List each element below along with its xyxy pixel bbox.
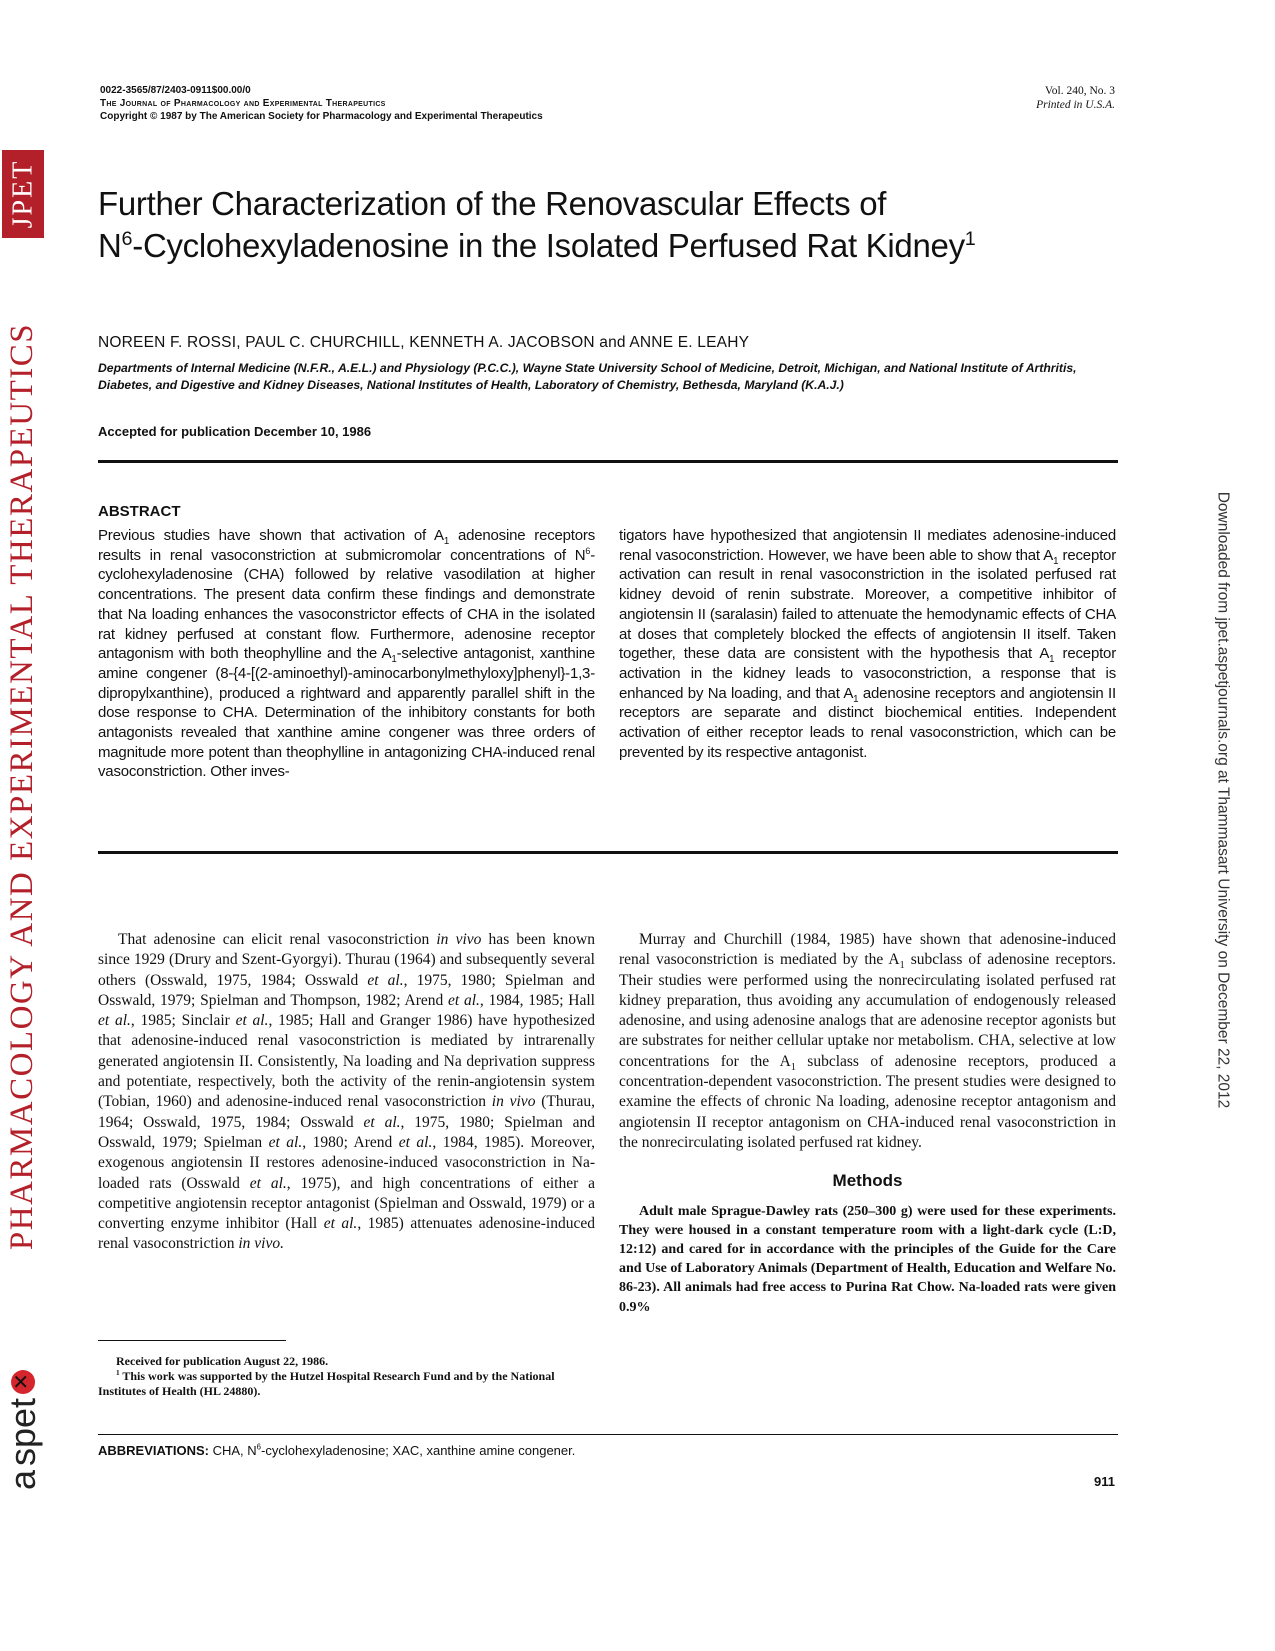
footnote-divider xyxy=(98,1340,286,1341)
aspet-mark-icon xyxy=(11,1370,35,1394)
header-right xyxy=(1036,84,1115,112)
affiliation: Departments of Internal Medicine (N.F.R., A.E.L.) and Physiology (P.C.C.), Wayne State University School of Medicine, Detroit, Michigan, and National Institute of Arthritis, Diabetes, and Digestive and Kidney Diseases, National Institutes of Health, Laboratory of Chemistry, Bethesda, Maryland (K.A.J.) xyxy=(98,361,1077,392)
authors: NOREEN F. ROSSI, PAUL C. CHURCHILL, KENNETH A. JACOBSON and ANNE E. LEAHY xyxy=(98,334,750,351)
abstract-left-column: Previous studies have shown that activation of $A_1$ adenosine receptors results in renal vasoconstriction at submicromolar concentrations of $N^6$-cyclohexyladenosine (CHA) followed by relative vasodilation at higher concentrations. The present data confirm these findings and demonstrate that Na loading enhances the vasoconstrictor effects of CHA in the isolated rat kidney perfused at constant flow. Furthermore, adenosine receptor antagonism with both theophylline and the $A_1$-selective antagonist, xanthine amine congener (8-{4-[(2-aminoethyl)-aminocarbonylmethyloxy]phenyl}-1,3-dipropylxanthine), produced a rightward and apparently parallel shift in the dose response to CHA. Determination of the inhibitory constants for both antagonists revealed that xanthine amine congener was three orders of magnitude more potent than theophylline in antagonizing CHA-induced renal vasoconstriction. Other inves- xyxy=(98,527,596,781)
copyright: Copyright © 1987 by The American Society for Pharmacology and Experimental Therapeutics xyxy=(100,111,543,122)
journal-name-vertical: PHARMACOLOGY AND EXPERIMENTAL THERAPEUTICS xyxy=(4,322,41,1250)
abstract-heading: ABSTRACT xyxy=(98,503,181,520)
printed-in: Printed in U.S.A. xyxy=(1036,99,1115,111)
page-number: 911 xyxy=(1094,1474,1115,1489)
divider xyxy=(98,460,1118,463)
body-right-column xyxy=(619,930,1116,1317)
download-note: Downloaded from jpet.aspetjournals.org at Thammasart University on December 22, 2012 xyxy=(1214,491,1231,1109)
journal-title: The Journal of Pharmacology and Experimental Therapeutics xyxy=(100,98,386,109)
received-date: Received for publication August 22, 1986. xyxy=(116,1354,329,1368)
methods-paragraph: Adult male Sprague-Dawley rats (250–300 g) were used for these experiments. They were housed in a constant temperature room with a light-dark cycle (L:D, 12:12) and cared for in accordance with the principles of the Guide for the Care and Use of Laboratory Animals (Department of Health, Education and Welfare No. 86-23). All animals had free access to Purina Rat Chow. Na-loaded rats were given 0.9% xyxy=(619,1203,1116,1315)
doc-code: 0022-3565/87/2403-0911$00.00/0 xyxy=(100,85,251,96)
accepted-date: Accepted for publication December 10, 1986 xyxy=(98,424,372,439)
journal-banner xyxy=(0,150,50,1510)
body-left-column xyxy=(98,930,595,1255)
footnotes xyxy=(98,1354,595,1399)
volume: Vol. 240, No. 3 xyxy=(1044,85,1115,97)
abstract-right-column: tigators have hypothesized that angiotensin II mediates adenosine-induced renal vasoconstriction. However, we have been able to show that $A_1$ receptor activation can result in renal vasoconstriction in the isolated perfused rat kidney devoid of renin substrate. Moreover, a competitive inhibitor of angiotensin II (saralasin) failed to attenuate the hemodynamic effects of CHA at doses that completely blocked the effects of angiotensin II itself. Taken together, these data are consistent with the hypothesis that $A_1$ receptor activation in the kidney leads to vasoconstriction, a response that is enhanced by Na loading, and that $A_1$ adenosine receptors and angiotensin II receptors are separate and distinct biochemical entities. Independent activation of either receptor leads to renal vasoconstriction, which can be prevented by its respective antagonist. xyxy=(619,527,1116,761)
title-footnote-mark: 1 xyxy=(964,228,976,250)
divider xyxy=(98,1434,1118,1435)
intro-paragraph-2: Murray and Churchill (1984, 1985) have shown that adenosine-induced renal vasoconstriction is mediated by the $A_1$ subclass of adenosine receptors. Their studies were performed using the nonrecirculating isolated perfused rat kidney preparation, thus avoiding any accumulation of endogenously released adenosine, and using adenosine analogs that are adenosine receptor agonists but are substrates for neither cellular uptake nor metabolism. CHA, selective at low concentrations for the $A_1$ subclass of adenosine receptors, produced a concentration-dependent vasoconstriction. The present studies were designed to examine the effects of chronic Na loading, adenosine receptor antagonism and angiotensin II receptor antagonism on CHA-induced renal vasoconstriction in the nonrecirculating isolated perfused rat kidney. xyxy=(619,931,1117,1151)
jpet-logo: JPET xyxy=(2,150,44,238)
divider xyxy=(98,851,1118,854)
abbreviations: ABBREVIATIONS: CHA, $N^6$-cyclohexyladenosine; XAC, xanthine amine congener. xyxy=(98,1442,576,1458)
intro-paragraph: That adenosine can elicit renal vasoconstriction in vivo has been known since 1929 (Drury and Szent-Gyorgyi). Thurau (1964) and subsequently several others (Osswald, 1975, 1984; Osswald et al., 1975, 1980; Spielman and Osswald, 1979; Spielman and Thompson, 1982; Arend et al., 1984, 1985; Hall et al., 1985; Sinclair et al., 1985; Hall and Granger 1986) have hypothesized that adenosine-induced renal vasoconstriction is mediated by intrarenally generated angiotensin II. Consistently, Na loading and Na deprivation suppress and potentiate, respectively, both the activity of the renin-angiotensin system (Tobian, 1960) and adenosine-induced renal vasoconstriction in vivo (Thurau, 1964; Osswald, 1975, 1984; Osswald et al., 1975, 1980; Spielman and Osswald, 1979; Spielman et al., 1980; Arend et al., 1984, 1985). Moreover, exogenous angiotensin II restores adenosine-induced vasoconstriction in Na-loaded rats (Osswald et al., 1975), and high concentrations of either a competitive angiotensin receptor antagonist (Spielman and Osswald, 1979) or a converting enzyme inhibitor (Hall et al., 1985) attenuates adenosine-induced renal vasoconstriction in vivo. xyxy=(98,931,596,1253)
article-title: Further Characterization of the Renovascular Effects of $N^6$-Cyclohexyladenosine in the Isolated Perfused Rat Kidney$^1$ xyxy=(98,185,976,264)
aspet-logo: a spet ✕ xyxy=(0,1345,46,1515)
header-left xyxy=(100,84,543,123)
methods-heading: Methods xyxy=(832,1171,903,1191)
footnote-1: $^1$ This work was supported by the Hutzel Hospital Research Fund and by the National Institutes of Health (HL 24880). xyxy=(98,1369,555,1398)
